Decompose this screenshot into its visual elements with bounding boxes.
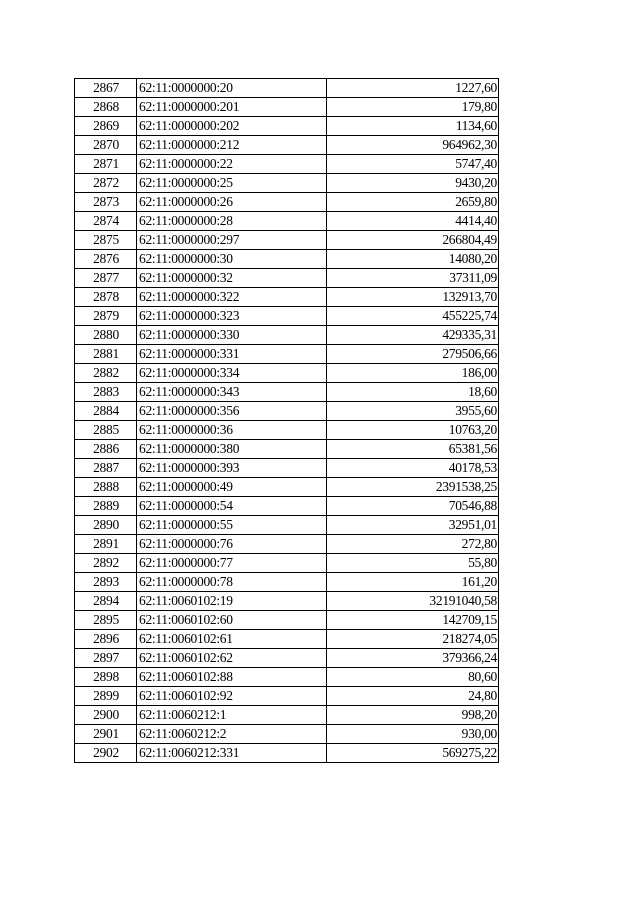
cadastral-number-cell: 62:11:0000000:22: [137, 155, 327, 174]
row-number-cell: 2895: [75, 611, 137, 630]
row-number-cell: 2897: [75, 649, 137, 668]
table-row: [75, 79, 499, 98]
table-row: [75, 421, 499, 440]
value-cell: 1134,60: [327, 117, 499, 136]
table-row: [75, 459, 499, 478]
table-row: [75, 231, 499, 250]
cadastral-number-cell: 62:11:0000000:77: [137, 554, 327, 573]
table-row: [75, 725, 499, 744]
cadastral-number-cell: 62:11:0000000:334: [137, 364, 327, 383]
row-number-cell: 2873: [75, 193, 137, 212]
table-row: [75, 478, 499, 497]
row-number-cell: 2887: [75, 459, 137, 478]
cadastral-number-cell: 62:11:0000000:26: [137, 193, 327, 212]
row-number-cell: 2900: [75, 706, 137, 725]
value-cell: 161,20: [327, 573, 499, 592]
row-number-cell: 2875: [75, 231, 137, 250]
row-number-cell: 2877: [75, 269, 137, 288]
table-row: [75, 250, 499, 269]
row-number-cell: 2869: [75, 117, 137, 136]
value-cell: 32951,01: [327, 516, 499, 535]
table-row: [75, 440, 499, 459]
cadastral-number-cell: 62:11:0000000:25: [137, 174, 327, 193]
row-number-cell: 2892: [75, 554, 137, 573]
cadastral-number-cell: 62:11:0000000:78: [137, 573, 327, 592]
row-number-cell: 2888: [75, 478, 137, 497]
cadastral-number-cell: 62:11:0000000:343: [137, 383, 327, 402]
table-row: [75, 706, 499, 725]
cadastral-number-cell: 62:11:0060102:62: [137, 649, 327, 668]
cadastral-value-table: [74, 78, 499, 763]
row-number-cell: 2898: [75, 668, 137, 687]
table-row: [75, 687, 499, 706]
value-cell: 1227,60: [327, 79, 499, 98]
value-cell: 65381,56: [327, 440, 499, 459]
table-row: [75, 592, 499, 611]
table-row: [75, 364, 499, 383]
row-number-cell: 2872: [75, 174, 137, 193]
table-row: [75, 402, 499, 421]
value-cell: 18,60: [327, 383, 499, 402]
cadastral-number-cell: 62:11:0000000:54: [137, 497, 327, 516]
table-body: [75, 79, 499, 763]
row-number-cell: 2886: [75, 440, 137, 459]
row-number-cell: 2891: [75, 535, 137, 554]
row-number-cell: 2893: [75, 573, 137, 592]
table-row: [75, 117, 499, 136]
value-cell: 5747,40: [327, 155, 499, 174]
row-number-cell: 2881: [75, 345, 137, 364]
value-cell: 218274,05: [327, 630, 499, 649]
cadastral-number-cell: 62:11:0060102:60: [137, 611, 327, 630]
table-row: [75, 174, 499, 193]
cadastral-number-cell: 62:11:0000000:32: [137, 269, 327, 288]
table-row: [75, 307, 499, 326]
value-cell: 3955,60: [327, 402, 499, 421]
table-row: [75, 288, 499, 307]
cadastral-number-cell: 62:11:0000000:380: [137, 440, 327, 459]
table-row: [75, 630, 499, 649]
cadastral-number-cell: 62:11:0060212:331: [137, 744, 327, 763]
row-number-cell: 2896: [75, 630, 137, 649]
value-cell: 2659,80: [327, 193, 499, 212]
cadastral-number-cell: 62:11:0000000:201: [137, 98, 327, 117]
cadastral-number-cell: 62:11:0000000:30: [137, 250, 327, 269]
value-cell: 998,20: [327, 706, 499, 725]
value-cell: 930,00: [327, 725, 499, 744]
table-row: [75, 98, 499, 117]
cadastral-number-cell: 62:11:0000000:323: [137, 307, 327, 326]
value-cell: 272,80: [327, 535, 499, 554]
value-cell: 10763,20: [327, 421, 499, 440]
table-row: [75, 554, 499, 573]
value-cell: 14080,20: [327, 250, 499, 269]
row-number-cell: 2899: [75, 687, 137, 706]
value-cell: 9430,20: [327, 174, 499, 193]
table-row: [75, 668, 499, 687]
value-cell: 266804,49: [327, 231, 499, 250]
table-row: [75, 326, 499, 345]
cadastral-number-cell: 62:11:0000000:331: [137, 345, 327, 364]
table-row: [75, 573, 499, 592]
cadastral-number-cell: 62:11:0000000:20: [137, 79, 327, 98]
cadastral-number-cell: 62:11:0000000:55: [137, 516, 327, 535]
value-cell: 964962,30: [327, 136, 499, 155]
cadastral-number-cell: 62:11:0060212:2: [137, 725, 327, 744]
row-number-cell: 2889: [75, 497, 137, 516]
row-number-cell: 2890: [75, 516, 137, 535]
table-row: [75, 744, 499, 763]
value-cell: 2391538,25: [327, 478, 499, 497]
table-row: [75, 383, 499, 402]
cadastral-number-cell: 62:11:0000000:322: [137, 288, 327, 307]
table-row: [75, 516, 499, 535]
value-cell: 179,80: [327, 98, 499, 117]
row-number-cell: 2868: [75, 98, 137, 117]
row-number-cell: 2885: [75, 421, 137, 440]
value-cell: 4414,40: [327, 212, 499, 231]
row-number-cell: 2870: [75, 136, 137, 155]
row-number-cell: 2879: [75, 307, 137, 326]
cadastral-number-cell: 62:11:0000000:212: [137, 136, 327, 155]
cadastral-number-cell: 62:11:0000000:28: [137, 212, 327, 231]
cadastral-number-cell: 62:11:0060102:61: [137, 630, 327, 649]
value-cell: 142709,15: [327, 611, 499, 630]
cadastral-number-cell: 62:11:0000000:36: [137, 421, 327, 440]
cadastral-number-cell: 62:11:0000000:49: [137, 478, 327, 497]
value-cell: 455225,74: [327, 307, 499, 326]
value-cell: 429335,31: [327, 326, 499, 345]
value-cell: 32191040,58: [327, 592, 499, 611]
cadastral-number-cell: 62:11:0000000:76: [137, 535, 327, 554]
value-cell: 569275,22: [327, 744, 499, 763]
table-row: [75, 611, 499, 630]
table-row: [75, 345, 499, 364]
cadastral-number-cell: 62:11:0000000:393: [137, 459, 327, 478]
value-cell: 132913,70: [327, 288, 499, 307]
cadastral-number-cell: 62:11:0060102:19: [137, 592, 327, 611]
table-row: [75, 535, 499, 554]
table-row: [75, 497, 499, 516]
table-row: [75, 212, 499, 231]
row-number-cell: 2880: [75, 326, 137, 345]
row-number-cell: 2874: [75, 212, 137, 231]
value-cell: 80,60: [327, 668, 499, 687]
table-row: [75, 193, 499, 212]
value-cell: 186,00: [327, 364, 499, 383]
cadastral-number-cell: 62:11:0000000:202: [137, 117, 327, 136]
row-number-cell: 2876: [75, 250, 137, 269]
cadastral-number-cell: 62:11:0060212:1: [137, 706, 327, 725]
value-cell: 40178,53: [327, 459, 499, 478]
value-cell: 379366,24: [327, 649, 499, 668]
row-number-cell: 2883: [75, 383, 137, 402]
cadastral-number-cell: 62:11:0060102:92: [137, 687, 327, 706]
cadastral-number-cell: 62:11:0000000:297: [137, 231, 327, 250]
row-number-cell: 2871: [75, 155, 137, 174]
row-number-cell: 2894: [75, 592, 137, 611]
row-number-cell: 2902: [75, 744, 137, 763]
row-number-cell: 2882: [75, 364, 137, 383]
value-cell: 70546,88: [327, 497, 499, 516]
row-number-cell: 2867: [75, 79, 137, 98]
cadastral-number-cell: 62:11:0000000:356: [137, 402, 327, 421]
table-row: [75, 155, 499, 174]
cadastral-number-cell: 62:11:0060102:88: [137, 668, 327, 687]
table-row: [75, 649, 499, 668]
value-cell: 24,80: [327, 687, 499, 706]
cadastral-number-cell: 62:11:0000000:330: [137, 326, 327, 345]
row-number-cell: 2878: [75, 288, 137, 307]
value-cell: 279506,66: [327, 345, 499, 364]
row-number-cell: 2901: [75, 725, 137, 744]
row-number-cell: 2884: [75, 402, 137, 421]
table-row: [75, 269, 499, 288]
table-row: [75, 136, 499, 155]
value-cell: 37311,09: [327, 269, 499, 288]
value-cell: 55,80: [327, 554, 499, 573]
